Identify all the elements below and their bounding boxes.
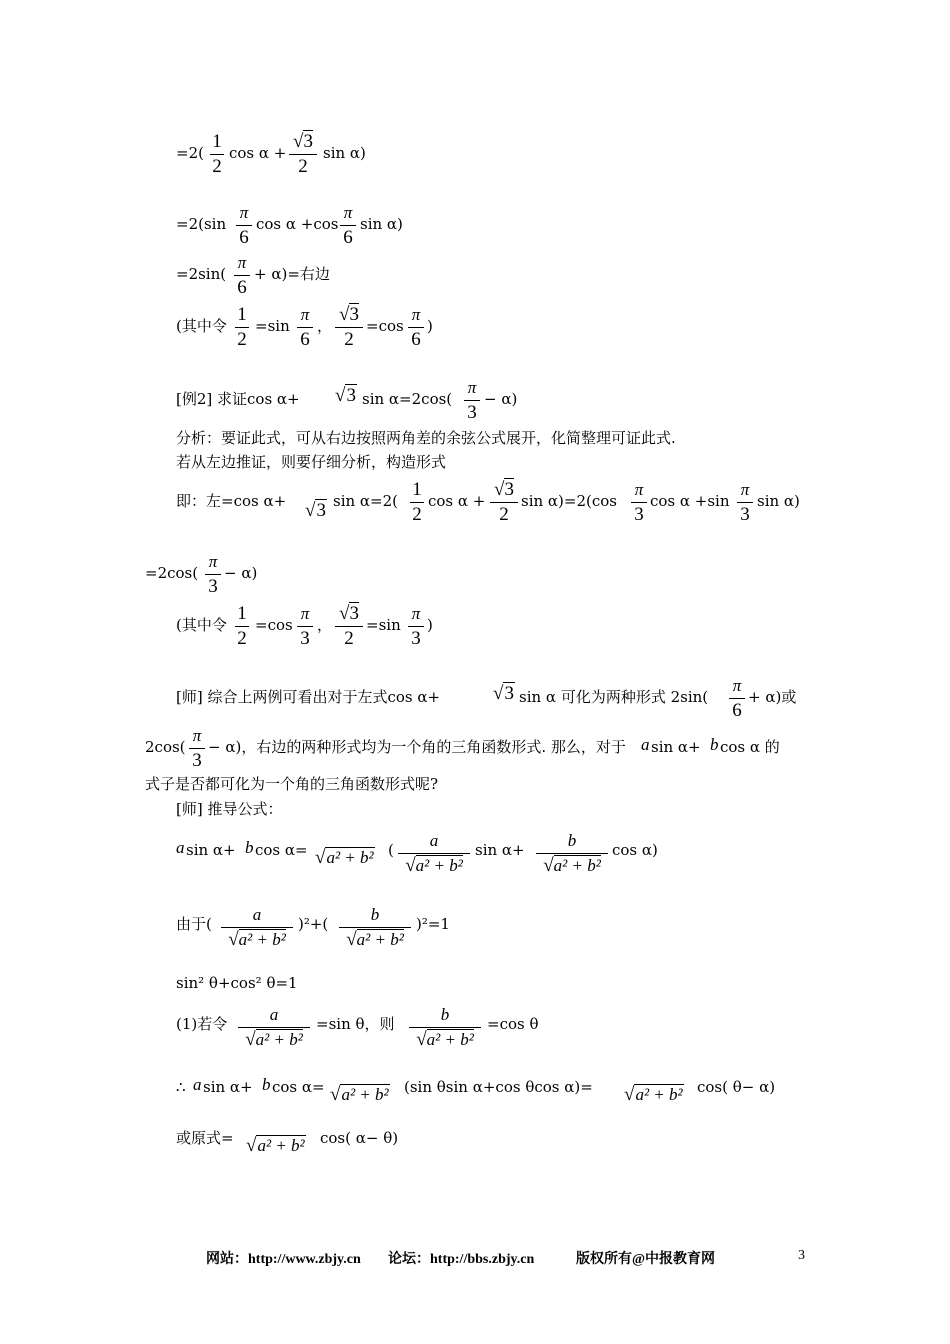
teacher-line-2d: cos α 的 [720,738,780,756]
sqrt-3: √3 [493,683,514,704]
example-2-c: − α) [484,390,518,408]
teacher-line-3: 式子是否都可化为一个角的三角函数形式呢? [145,775,439,793]
fraction-half: 1 2 [410,479,424,526]
var-b: b [245,838,254,857]
sqrt-a2-b2: √a² + b² [246,1135,305,1156]
var-b: b [262,1075,271,1094]
fraction-pi-over-3: π 3 [737,479,753,526]
var-a: a [193,1075,202,1094]
formula-2a: 由于( [176,915,212,933]
eq-line-7a: 即：左=cos α+ [176,492,287,510]
fraction-pi-over-6: π 6 [340,202,356,249]
sqrt-a2-b2: √a² + b² [624,1084,683,1105]
fraction-half: 1 2 [235,603,249,650]
eq-line-2b: cos α +cos [256,215,339,233]
footer-site: 网站：http://www.zbjy.cn [206,1252,361,1267]
fraction-b-over-sqrt: b √a² + b² [339,904,411,951]
fraction-a-over-sqrt: a √a² + b² [398,830,470,877]
eq-line-4d: =cos [366,317,404,335]
eq-line-3b: + α)=右边 [254,265,330,283]
eq-line-1c: sin α) [323,144,366,162]
eq-line-4c: ， [317,317,333,335]
eq-line-9c: ， [317,616,333,634]
teacher-line-2b: − α)，右边的两种形式均为一个角的三角函数形式. 那么，对于 [208,738,626,756]
fraction-pi-over-3: π 3 [297,603,313,650]
analysis-line-1: 分析：要证此式，可从右边按照两角差的余弦公式展开，化简整理可证此式. [176,429,676,447]
formula-1c: cos α= [255,841,308,859]
fraction-pi-over-3: π 3 [408,603,424,650]
eq-line-3a: =2sin( [176,265,227,283]
fraction-pi-over-3: π 3 [189,725,205,772]
fraction-half: 1 2 [235,304,249,351]
fraction-b-over-sqrt: b √a² + b² [409,1004,481,1051]
formula-5b: sin α+ [203,1078,253,1096]
var-b: b [710,735,719,754]
fraction-a-over-sqrt: a √a² + b² [221,904,293,951]
fraction-sqrt3-over-2: √3 2 [335,603,363,650]
formula-2b: )²+( [298,915,329,933]
eq-line-4a: (其中令 [176,317,227,335]
analysis-line-2: 若从左边推证，则要仔细分析，构造形式 [176,453,447,471]
fraction-sqrt3-over-2: √3 2 [490,479,518,526]
example-2-b: sin α=2cos( [362,390,453,408]
fraction-pi-over-3: π 3 [464,377,480,424]
formula-1b: sin α+ [186,841,236,859]
formula-4a: (1)若令 [176,1015,228,1033]
formula-6a: 或原式= [176,1129,234,1147]
sqrt-a2-b2: √a² + b² [330,1084,389,1105]
eq-line-8a: =2cos( [145,564,199,582]
eq-line-7b: sin α=2( [333,492,399,510]
formula-5d: (sin θsin α+cos θcos α)= [404,1078,593,1096]
formula-6b: cos( α− θ) [320,1129,399,1147]
eq-line-9a: (其中令 [176,616,227,634]
fraction-pi-over-6: π 6 [297,304,313,351]
eq-line-4b: =sin [255,317,290,335]
eq-line-7f: sin α) [757,492,800,510]
eq-line-1b: cos α + [229,144,287,162]
var-a: a [176,838,185,857]
sqrt-a2-b2: √a² + b² [315,847,374,868]
footer-copyright: 版权所有@中报教育网 [576,1252,716,1267]
eq-line-7e: cos α +sin [650,492,730,510]
page-number: 3 [798,1248,805,1263]
eq-line-9b: =cos [255,616,293,634]
formula-4b: =sin θ，则 [316,1015,395,1033]
teacher-line-1a: [师] 综合上两例可看出对于左式cos α+ [176,688,441,706]
eq-line-9e: ) [427,616,433,634]
teacher-line-1c: + α)或 [748,688,797,706]
eq-line-7c: cos α + [428,492,486,510]
fraction-pi-over-6: π 6 [236,202,252,249]
example-2-a: [例2] 求证cos α+ [176,390,300,408]
fraction-pi-over-6: π 6 [729,675,745,722]
formula-1d: ( [388,841,394,859]
eq-line-2c: sin α) [360,215,403,233]
fraction-pi-over-3: π 3 [205,551,221,598]
eq-line-1a: =2( [176,144,204,162]
formula-4c: =cos θ [487,1015,539,1033]
eq-line-2a: =2(sin [176,215,227,233]
teacher-line-4: [师] 推导公式： [176,800,283,818]
formula-2c: )²=1 [416,915,450,933]
sqrt-3: √3 [305,500,326,521]
fraction-half: 1 2 [210,131,224,178]
formula-3: sin² θ+cos² θ=1 [176,974,298,992]
var-a: a [641,735,650,754]
fraction-sqrt3-over-2: √3 2 [335,304,363,351]
eq-line-9d: =sin [366,616,401,634]
fraction-a-over-sqrt: a √a² + b² [238,1004,310,1051]
fraction-pi-over-6: π 6 [234,252,250,299]
sqrt-3: √3 [335,385,356,406]
teacher-line-1b: sin α 可化为两种形式 2sin( [519,688,709,706]
formula-1f: cos α) [612,841,658,859]
teacher-line-2c: sin α+ [651,738,701,756]
eq-line-8b: − α) [224,564,258,582]
fraction-sqrt3-over-2: √3 2 [289,131,317,178]
fraction-b-over-sqrt: b √a² + b² [536,830,608,877]
eq-line-4e: ) [427,317,433,335]
formula-5e: cos( θ− α) [697,1078,776,1096]
footer-forum: 论坛：http://bbs.zbjy.cn [388,1252,535,1267]
formula-5c: cos α= [272,1078,325,1096]
therefore-symbol: ∴ [176,1078,186,1096]
eq-line-7d: sin α)=2(cos [521,492,617,510]
fraction-pi-over-6: π 6 [408,304,424,351]
formula-1e: sin α+ [475,841,525,859]
teacher-line-2a: 2cos( [145,738,186,756]
fraction-pi-over-3: π 3 [631,479,647,526]
